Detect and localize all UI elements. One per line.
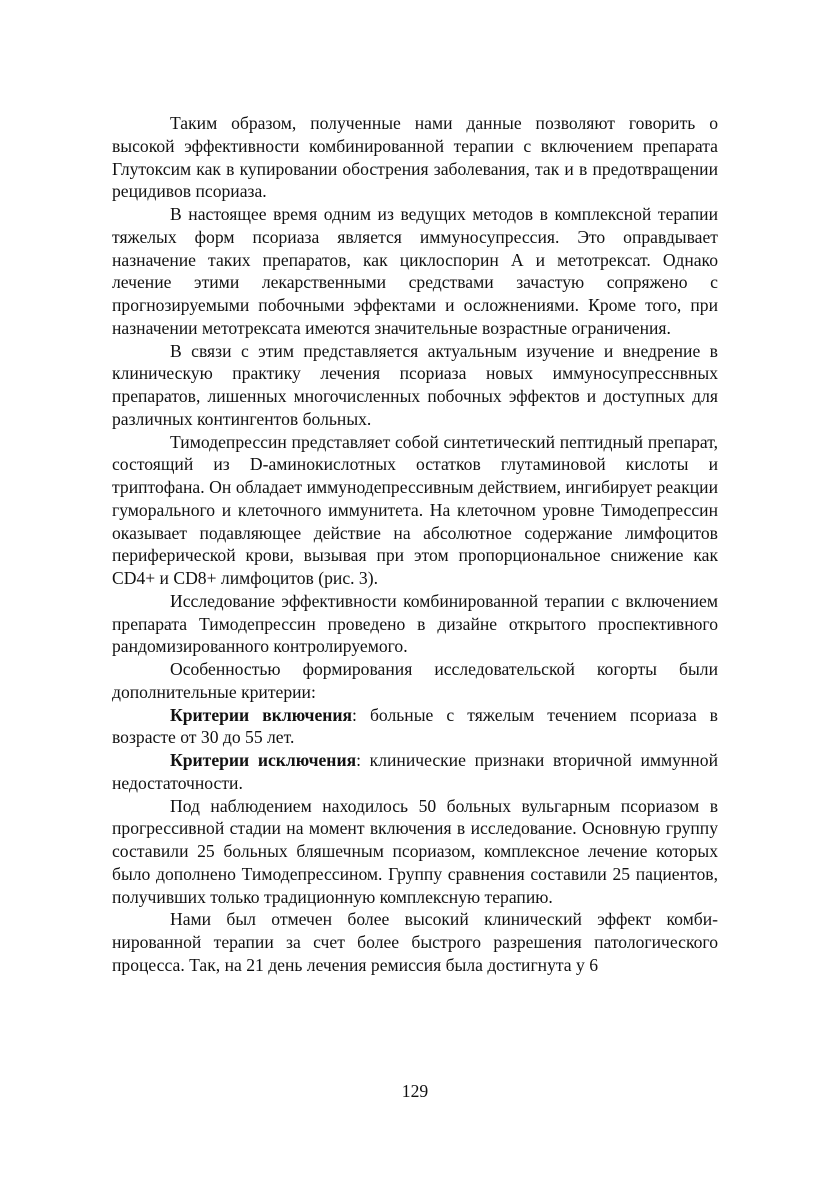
paragraph-patient-groups: Под наблюдением находилось 50 больных вульгарным псориазом в прогрессивной стадии на момент включения в исследование. Основную группу составили 25 больных бляшечным псориазом, комплексное лечение которых было дополнено Тимодепрессином. Группу сравнения составили 25 пациентов, получивших только традиционную комплексную терапию. xyxy=(112,795,718,907)
paragraph-thymodepressin-description: Тимодепрессин представляет собой синтетический пептидный препарат, состоящий из D-аминокислотных остатков глутаминовой кислоты и триптофана. Он обладает иммунодепрессивным действием, ингибирует реакции гуморального и клеточного иммунитета. На клеточном уровне Тимодепрессин оказывает подавляющее действие на абсолютное содержание лимфоцитов периферической крови, вызывая при этом пропорциональное снижение как CD4+ и CD8+ лимфоцитов (рис. 3). xyxy=(112,431,718,588)
inclusion-criteria-heading: Критерии включения xyxy=(170,704,353,725)
paragraph-inclusion-criteria xyxy=(112,704,718,750)
inclusion-criteria-text: : больные с тяжелым течением псориаза в возрасте от 30 до 55 лет. xyxy=(112,704,718,748)
paragraph-study-design: Исследование эффективности комбинированной терапии с включением препарата Тимодепрессин проведено в дизайне открытого проспективного рандомизированного контролируемого. xyxy=(112,590,718,657)
page-body xyxy=(112,112,718,977)
exclusion-criteria-text: : клинические признаки вторичной иммунной недостаточности. xyxy=(112,750,718,793)
page-number: 129 xyxy=(401,1081,429,1101)
paragraph-exclusion-criteria xyxy=(112,749,718,795)
paragraph-new-drugs: В связи с этим представляется актуальным изучение и внедрение в клиническую практику лечения псориаза новых иммуносупресснвных препаратов, лишенных многочисленных побочных эффектов и доступных для различных контингентов больных. xyxy=(112,340,718,429)
exclusion-criteria-heading: Критерии исключения xyxy=(170,750,357,770)
paragraph-immunosuppression: В настоящее время одним из ведущих методов в комплексной терапии тяжелых форм псориаза является иммуносупрессия. Это оправдывает назначение таких препаратов, как циклоспорин А и метотрексат. Однако лечение этими лекарственными средствами зачастую сопряжено с прогнозируемыми побочными эффектами и осложнениями. Кроме того, при назначении метотрексата имеются значительные возрастные ограничения. xyxy=(112,204,718,338)
paragraph-clinical-effect: Нами был отмечен более высокий клинический эффект комбинированной терапии за счет более быстрого разрешения патологического процесса. Так, на 21 день лечения ремиссия была достигнута у 6 xyxy=(112,909,718,975)
paragraph-conclusion-glutoxim: Таким образом, полученные нами данные позволяют говорить о высокой эффективности комбинированной терапии с включением препарата Глутоксим как в купировании обострения заболевания, так и в предотвращении рецидивов псориаза. xyxy=(112,113,718,202)
paragraph-cohort-criteria: Особенностью формирования исследовательской когорты были дополнительные критерии: xyxy=(112,659,718,702)
